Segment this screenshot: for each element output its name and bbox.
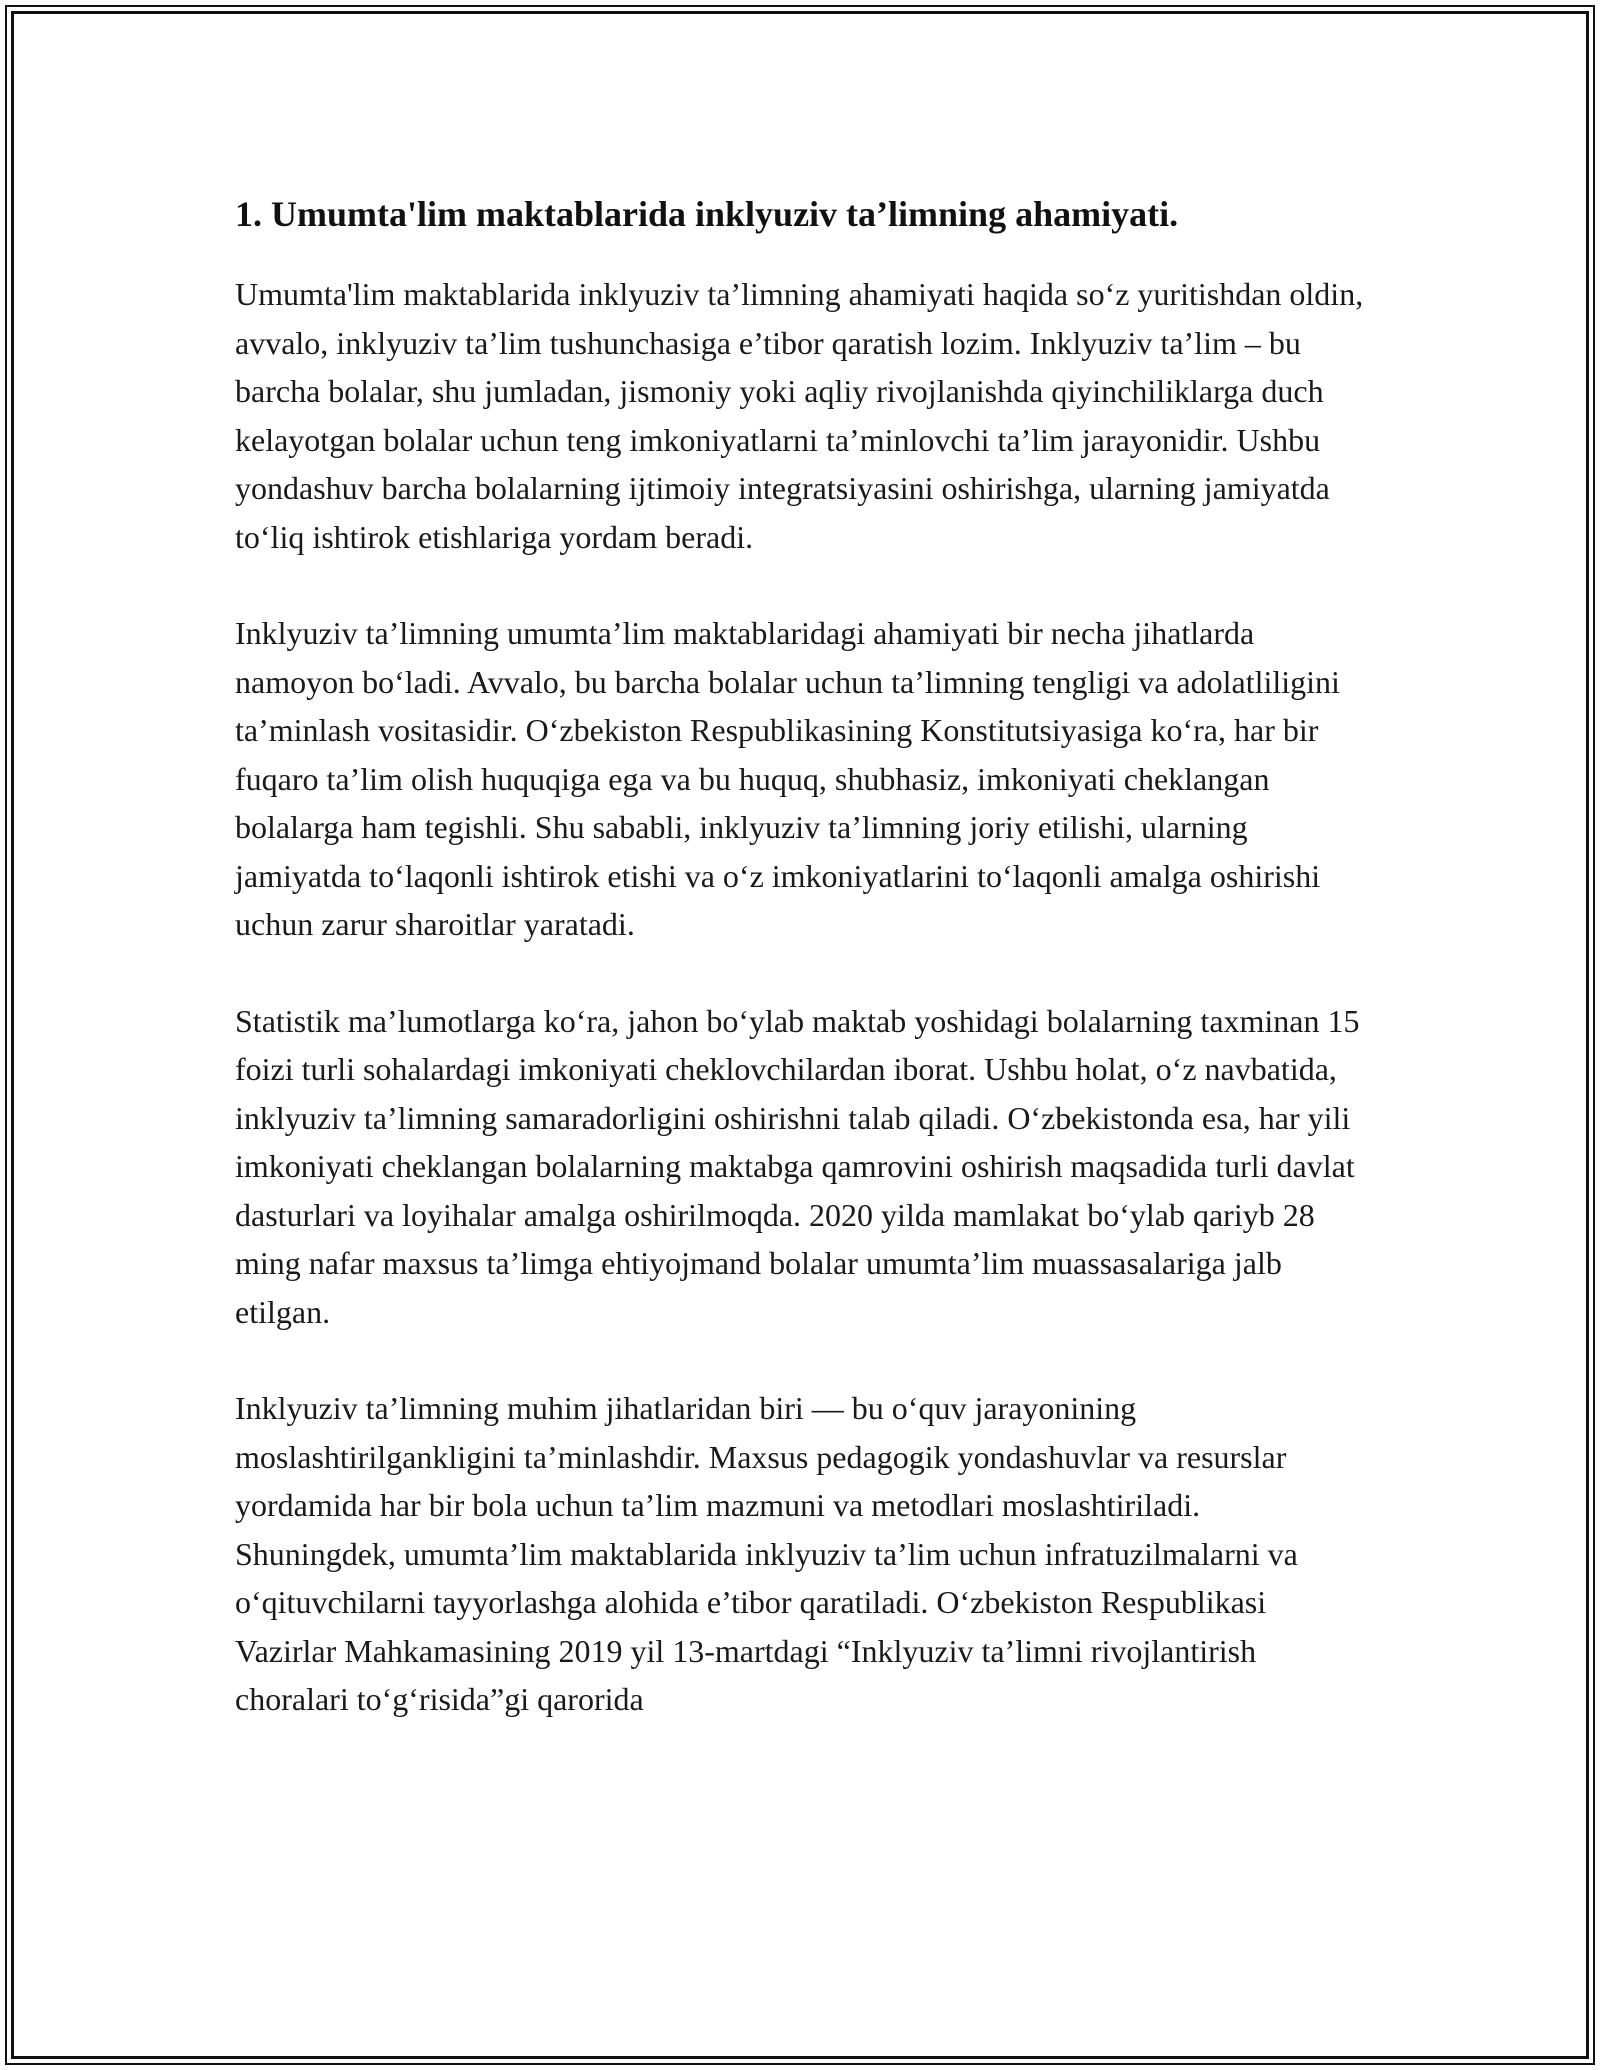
document-body [235,188,1365,1772]
paragraph-4: Inklyuziv ta’limning muhim jihatlaridan biri — bu o‘quv jarayonining moslashtirilgankligini ta’minlashdir. Maxsus pedagogik yondashuvlar va resurslar yordamida har bir bola uchun ta’lim mazmuni va metodlari moslashtiriladi. Shuningdek, umumta’lim maktablarida inklyuziv ta’lim uchun infratuzilmalarni va o‘qituvchilarni tayyorlashga alohida e’tibor qaratiladi. O‘zbekiston Respublikasi Vazirlar Mahkamasining 2019 yil 13-martdagi “Inklyuziv ta’limni rivojlantirish choralari to‘g‘risida”gi qarorida [235,1390,1298,1717]
paragraph-3: Statistik ma’lumotlarga ko‘ra, jahon bo‘ylab maktab yoshidagi bolalarning taxminan 15 foizi turli sohalardagi imkoniyati cheklovchilardan iborat. Ushbu holat, o‘z navbatida, inklyuziv ta’limning samaradorligini oshirishni talab qiladi. O‘zbekistonda esa, har yili imkoniyati cheklangan bolalarning maktabga qamrovini oshirish maqsadida turli davlat dasturlari va loyihalar amalga oshirilmoqda. 2020 yilda mamlakat bo‘ylab qariyb 28 ming nafar maxsus ta’limga ehtiyojmand bolalar umumta’lim muassasalariga jalb etilgan. [235,1002,1360,1330]
paragraph-1: Umumta'lim maktablarida inklyuziv ta’limning ahamiyati haqida so‘z yuritishdan oldin, avvalo, inklyuziv ta’lim tushunchasiga e’tibor qaratish lozim. Inklyuziv ta’lim – bu barcha bolalar, shu jumladan, jismoniy yoki aqliy rivojlanishda qiyinchiliklarga duch kelayotgan bolalar uchun teng imkoniyatlarni ta’minlovchi ta’lim jarayonidir. Ushbu yondashuv barcha bolalarning ijtimoiy integratsiyasini oshirishga, ularning jamiyatda to‘liq ishtirok etishlariga yordam beradi. [235,276,1364,555]
section-heading: 1. Umumta'lim maktablarida inklyuziv ta’limning ahamiyati. [235,194,1179,234]
paragraph-2: Inklyuziv ta’limning umumta’lim maktablaridagi ahamiyati bir necha jihatlarda namoyon bo‘ladi. Avvalo, bu barcha bolalar uchun ta’limning tengligi va adolatliligini ta’minlash vositasidir. O‘zbekiston Respublikasining Konstitutsiyasiga ko‘ra, har bir fuqaro ta’lim olish huquqiga ega va bu huquq, shubhasiz, imkoniyati cheklangan bolalarga ham tegishli. Shu sababli, inklyuziv ta’limning joriy etilishi, ularning jamiyatda to‘laqonli ishtirok etishi va o‘z imkoniyatlarini to‘laqonli amalga oshirishi uchun zarur sharoitlar yaratadi. [235,615,1340,942]
